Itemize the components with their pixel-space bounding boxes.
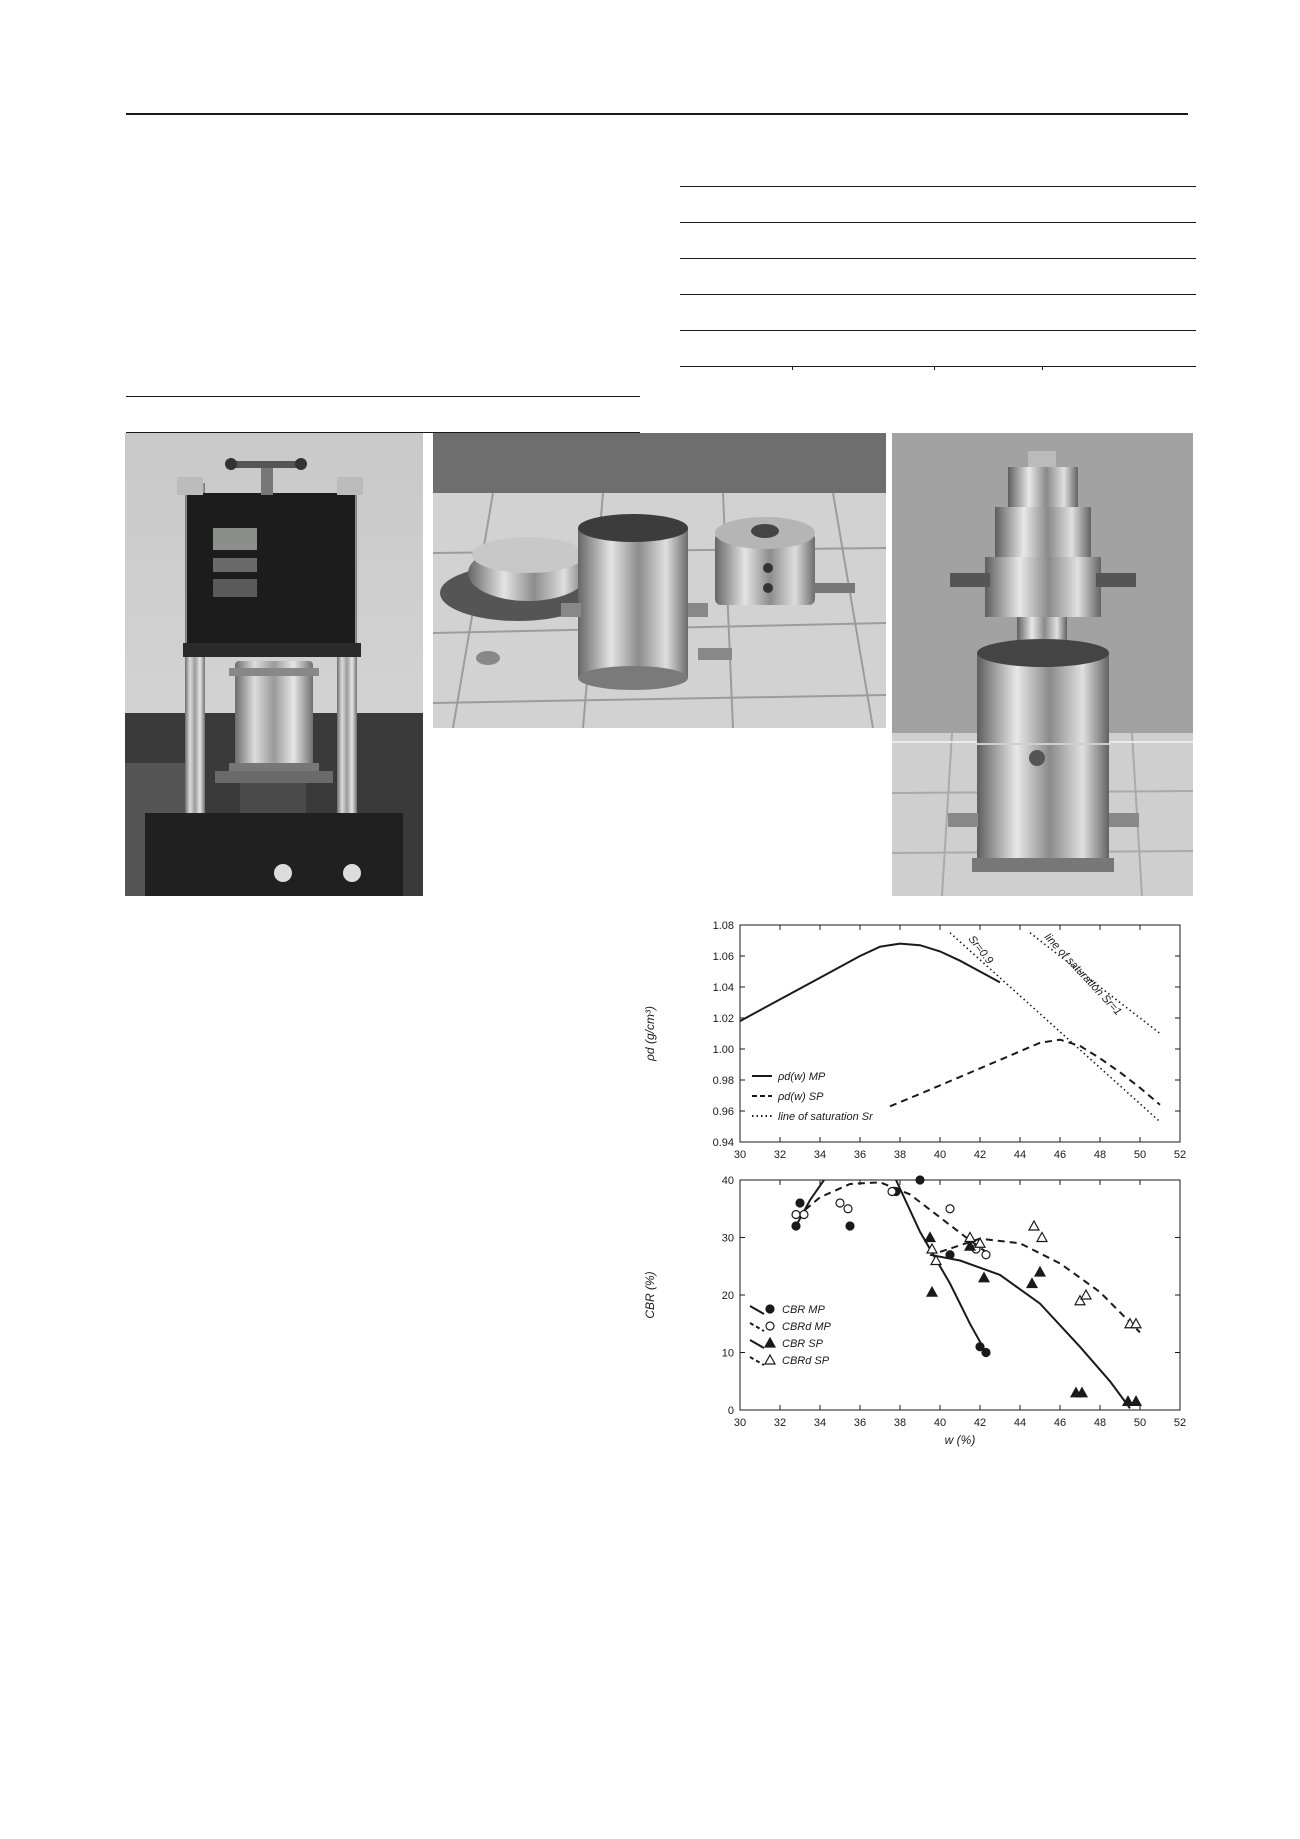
y-tick-label: 1.04	[712, 982, 734, 994]
x-tick-label: 48	[1093, 1149, 1107, 1161]
assembled-mould-photo	[892, 433, 1193, 896]
x-tick-label: 30	[733, 1149, 747, 1161]
data-point	[1029, 1221, 1039, 1230]
legend-swatch	[750, 1323, 764, 1331]
data-point	[946, 1205, 954, 1213]
data-point	[800, 1211, 808, 1219]
data-point	[946, 1251, 954, 1259]
y-tick-label: 1.06	[712, 951, 734, 963]
data-point	[982, 1251, 990, 1259]
x-tick-label: 34	[813, 1417, 827, 1429]
y-axis-label: ρd (g/cm³)	[643, 1006, 657, 1061]
table-rule	[680, 294, 1196, 295]
x-tick-label: 46	[1053, 1149, 1067, 1161]
data-point	[979, 1273, 989, 1282]
x-tick-label: 38	[893, 1149, 907, 1161]
y-tick-label: 10	[721, 1347, 734, 1360]
series-line-dotted	[950, 933, 1160, 1122]
plot-frame	[740, 925, 1180, 1142]
legend-marker	[765, 1355, 775, 1364]
x-tick-label: 52	[1173, 1417, 1187, 1429]
data-point	[927, 1287, 937, 1296]
x-tick-label: 36	[853, 1149, 867, 1161]
y-tick-label: 0.98	[712, 1075, 734, 1087]
x-tick-label: 30	[733, 1417, 747, 1429]
y-tick-label: 0.94	[712, 1137, 734, 1149]
x-tick-label: 36	[853, 1417, 867, 1429]
legend-swatch	[750, 1340, 764, 1348]
left-column-rule-1	[126, 396, 640, 397]
x-tick-label: 40	[933, 1417, 947, 1429]
legend-swatch	[750, 1306, 764, 1314]
header-rule	[126, 113, 1188, 115]
legend-label: line of saturation Sr	[778, 1111, 873, 1123]
y-tick-label: 20	[721, 1290, 734, 1302]
data-point	[1027, 1279, 1037, 1288]
data-point	[792, 1211, 800, 1219]
legend-label: CBR MP	[782, 1304, 825, 1316]
data-point	[1037, 1233, 1047, 1242]
legend-marker	[766, 1322, 774, 1330]
data-point	[916, 1176, 924, 1184]
legend-label: CBR SP	[782, 1338, 823, 1350]
data-point	[846, 1222, 854, 1230]
data-point	[925, 1233, 935, 1242]
x-tick-label: 52	[1173, 1149, 1187, 1161]
mould-parts-photo	[433, 433, 886, 728]
cbr-chart	[640, 1160, 1200, 1470]
table-skeleton	[680, 180, 1196, 370]
x-tick-label: 32	[773, 1149, 787, 1161]
y-tick-label: 1.00	[712, 1044, 734, 1056]
x-tick-label: 38	[893, 1417, 907, 1429]
table-rule	[680, 366, 1196, 367]
y-axis-label: CBR (%)	[643, 1271, 657, 1319]
table-rule	[680, 222, 1196, 223]
legend-marker	[766, 1305, 774, 1313]
data-point	[796, 1199, 804, 1207]
x-tick-label: 42	[973, 1417, 987, 1429]
data-point	[888, 1188, 896, 1196]
fit-curve-dashed	[940, 1239, 1140, 1333]
fit-curve-solid	[930, 1255, 1130, 1409]
x-tick-label: 48	[1093, 1417, 1107, 1429]
annotation-sr1: line of saturation Sr=1	[1041, 931, 1124, 1018]
x-tick-label: 34	[813, 1149, 827, 1161]
table-rule	[680, 330, 1196, 331]
y-tick-label: 30	[721, 1232, 734, 1245]
x-tick-label: 32	[773, 1417, 787, 1429]
table-rule	[680, 186, 1196, 187]
fit-curve-solid	[896, 1180, 986, 1353]
x-tick-label: 50	[1133, 1149, 1147, 1161]
legend-label: CBRd SP	[782, 1355, 830, 1367]
x-tick-label: 50	[1133, 1417, 1147, 1429]
legend-label: ρd(w) SP	[778, 1091, 824, 1103]
x-tick-label: 40	[933, 1149, 947, 1161]
annotation-sr09: Sr=0.9	[965, 933, 996, 967]
legend-label: ρd(w) MP	[778, 1071, 826, 1083]
data-point	[1081, 1290, 1091, 1299]
table-column-tick	[792, 366, 793, 370]
legend-marker	[765, 1338, 775, 1347]
x-tick-label: 42	[973, 1149, 987, 1161]
y-tick-label: 40	[721, 1175, 734, 1187]
legend-swatch	[750, 1357, 764, 1365]
table-rule	[680, 258, 1196, 259]
series-line-dashed	[890, 1040, 1160, 1107]
data-point	[836, 1199, 844, 1207]
table-column-tick	[1042, 366, 1043, 370]
legend-label: CBRd MP	[782, 1321, 831, 1333]
data-point	[792, 1222, 800, 1230]
cbr-press-photo	[125, 433, 423, 896]
y-tick-label: 1.08	[712, 920, 734, 932]
data-point	[844, 1205, 852, 1213]
x-tick-label: 44	[1013, 1149, 1027, 1161]
y-tick-label: 0.96	[712, 1106, 734, 1118]
x-tick-label: 46	[1053, 1417, 1067, 1429]
x-axis-label: w (%)	[944, 1433, 976, 1447]
y-tick-label: 1.02	[712, 1013, 734, 1025]
data-point	[982, 1349, 990, 1357]
data-point	[1035, 1267, 1045, 1276]
series-line-solid	[740, 944, 1000, 1022]
data-point	[1131, 1396, 1141, 1405]
y-tick-label: 0	[727, 1405, 734, 1417]
x-tick-label: 44	[1013, 1417, 1027, 1429]
table-column-tick	[934, 366, 935, 370]
dry-density-chart	[640, 915, 1200, 1165]
